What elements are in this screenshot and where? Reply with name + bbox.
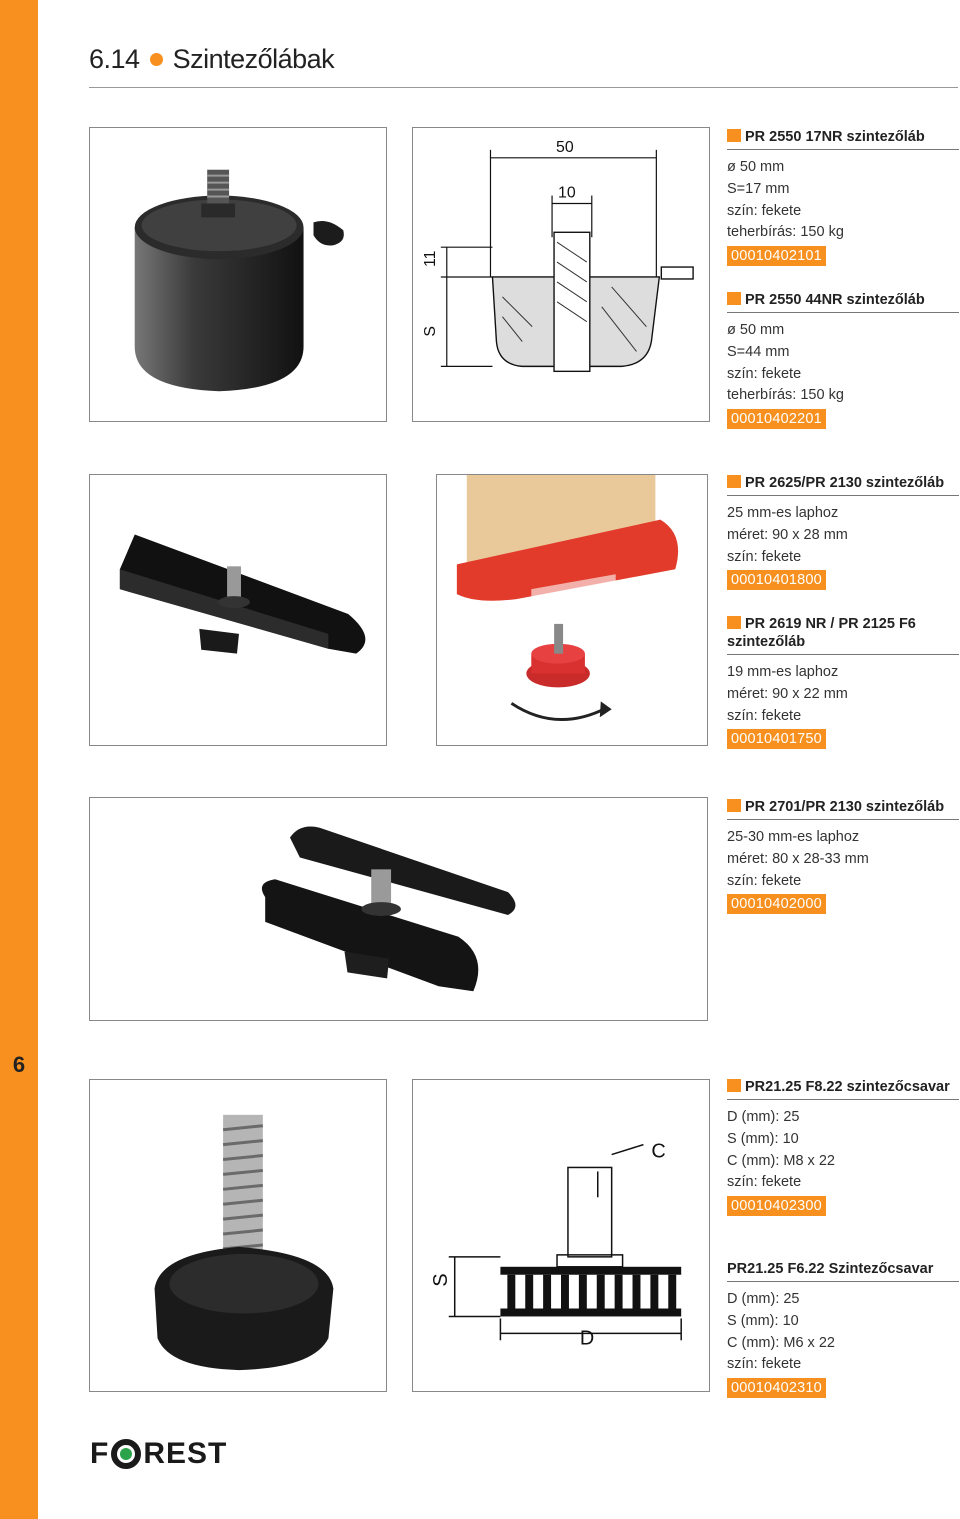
product-photo-mounted-foot (436, 474, 708, 746)
spec-line: szín: fekete (727, 365, 802, 382)
spec-line: S (mm): 10 (727, 1130, 799, 1147)
title-rule (89, 87, 958, 88)
svg-text:C: C (651, 1140, 666, 1163)
spec-line: szín: fekete (727, 202, 802, 219)
section-number: 6.14 (89, 44, 140, 74)
product-heading: PR 2550 44NR szintezőláb (727, 291, 959, 313)
spec-line: S=17 mm (727, 180, 790, 197)
foot-cross-section-drawing (413, 128, 709, 421)
bullet-square-icon (727, 129, 741, 142)
section-title: Szintezőlábak (172, 44, 335, 74)
spec-pr2625 (727, 474, 959, 590)
product-code: 00010401750 (727, 729, 826, 749)
svg-text:S: S (421, 325, 439, 337)
spec-line: szín: fekete (727, 1356, 802, 1373)
bullet-square-icon (727, 1079, 741, 1092)
product-heading: PR21.25 F8.22 szintezőcsavar (727, 1078, 959, 1100)
product-code: 00010402201 (727, 409, 826, 429)
spec-line: C (mm): M8 x 22 (727, 1152, 835, 1169)
cylinder-foot-illustration (90, 128, 386, 421)
forest-o-icon (111, 1439, 141, 1469)
spec-line: méret: 90 x 28 mm (727, 526, 848, 543)
spec-line: ø 50 mm (727, 322, 785, 338)
mounted-foot-illustration (437, 475, 707, 745)
spec-line: szín: fekete (727, 548, 802, 565)
spec-pr2125-f6 (727, 1260, 959, 1398)
spec-line: 25-30 mm-es laphoz (727, 829, 860, 845)
product-heading: PR 2701/PR 2130 szintezőláb (727, 798, 959, 820)
bullet-square-icon (727, 475, 741, 488)
product-code: 00010402300 (727, 1196, 826, 1216)
svg-text:50: 50 (556, 138, 574, 156)
spec-line: S=44 mm (727, 343, 790, 360)
forest-logo: F REST (90, 1437, 228, 1470)
spec-pr2701 (727, 798, 959, 914)
product-heading: PR 2619 NR / PR 2125 F6 szintezőláb (727, 615, 959, 655)
bullet-square-icon (727, 292, 741, 305)
product-photo-rail-foot (89, 474, 387, 746)
screw-dimension-drawing (413, 1080, 709, 1391)
spec-line: D (mm): 25 (727, 1109, 800, 1125)
spec-line: ø 50 mm (727, 159, 785, 175)
spec-line: szín: fekete (727, 872, 802, 889)
bullet-square-icon (727, 616, 741, 629)
svg-text:11: 11 (421, 250, 439, 268)
product-code: 00010402000 (727, 894, 826, 914)
technical-drawing-foot (412, 127, 710, 422)
spec-line: szín: fekete (727, 1174, 802, 1191)
spec-line: S (mm): 10 (727, 1312, 799, 1329)
leveling-screw-illustration (90, 1080, 386, 1391)
spec-pr2619 (727, 615, 959, 749)
product-heading: PR 2550 17NR szintezőláb (727, 128, 959, 150)
rail-foot-illustration (90, 475, 386, 745)
side-color-bar (0, 0, 38, 1519)
svg-text:S: S (429, 1273, 452, 1287)
page-title (89, 44, 334, 75)
spec-pr2125-f8 (727, 1078, 959, 1216)
spec-line: szín: fekete (727, 707, 802, 724)
product-photo-leveling-screw (89, 1079, 387, 1392)
bullet-square-icon (727, 799, 741, 812)
spec-line: C (mm): M6 x 22 (727, 1334, 835, 1351)
technical-drawing-screw (412, 1079, 710, 1392)
spec-line: D (mm): 25 (727, 1291, 800, 1307)
spec-line: 19 mm-es laphoz (727, 664, 839, 680)
spec-pr2550-17nr (727, 128, 959, 266)
spec-line: teherbírás: 150 kg (727, 224, 844, 241)
spec-line: 25 mm-es laphoz (727, 505, 839, 521)
product-photo-double-rail-foot (89, 797, 708, 1021)
title-bullet-icon (150, 53, 163, 66)
product-code: 00010402101 (727, 246, 826, 266)
svg-text:D: D (579, 1327, 595, 1350)
spec-line: méret: 80 x 28-33 mm (727, 850, 869, 867)
svg-text:10: 10 (558, 184, 576, 202)
spec-pr2550-44nr (727, 291, 959, 429)
product-heading: PR21.25 F6.22 Szintezőcsavar (727, 1260, 959, 1282)
chapter-number: 6 (12, 1052, 26, 1077)
product-photo-cylinder-foot (89, 127, 387, 422)
product-code: 00010401800 (727, 570, 826, 590)
double-rail-foot-illustration (90, 798, 707, 1020)
spec-line: teherbírás: 150 kg (727, 387, 844, 404)
product-code: 00010402310 (727, 1378, 826, 1398)
spec-line: méret: 90 x 22 mm (727, 685, 848, 702)
product-heading: PR 2625/PR 2130 szintezőláb (727, 474, 959, 496)
